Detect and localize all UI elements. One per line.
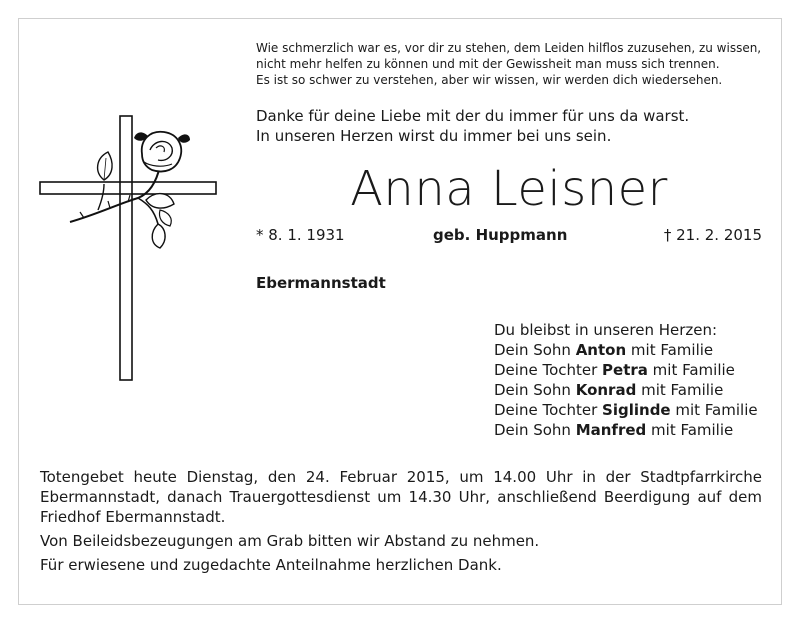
mourner-name: Siglinde [602,401,671,419]
mourner-name: Konrad [575,381,637,399]
thanks-line: Danke für deine Liebe mit der du immer für uns da warst. [256,107,690,125]
cross-with-rose-icon [38,114,218,384]
mourner-name: Petra [602,361,648,379]
mourner-row [494,400,758,420]
gratitude-line: Für erwiesene und zugedachte Anteilnahme herzlichen Dank. [40,556,502,574]
mourners-intro: Du bleibst in unseren Herzen: [494,321,718,339]
mourner-row [494,340,758,360]
poem-line: nicht mehr helfen zu können und mit der Gewissheit man muss sich trennen. [256,57,720,71]
residence-city: Ebermannstadt [256,274,386,292]
mourner-suffix: mit Familie [626,341,714,359]
poem-line: Wie schmerzlich war es, vor dir zu stehen, dem Leiden hilflos zuzusehen, zu wissen, [256,41,762,55]
mourner-row [494,420,758,440]
mourner-name: Manfred [575,421,647,439]
poem-line: Es ist so schwer zu verstehen, aber wir wissen, wir werden dich wiedersehen. [256,73,723,87]
mourner-suffix: mit Familie [670,401,758,419]
service-info: Totengebet heute Dienstag, den 24. Februar 2015, um 14.00 Uhr in der Stadtpfarrkirche Ebermannstadt, danach Trauergottesdienst um 14.30 Uhr, anschließend Beerdigung auf dem Friedhof Ebermannstadt. [40,468,762,526]
condolence-request: Von Beileidsbezeugungen am Grab bitten wir Abstand zu nehmen. [40,532,540,550]
thanks-line: In unseren Herzen wirst du immer bei uns sein. [256,127,612,145]
death-date: † 21. 2. 2015 [663,226,762,244]
deceased-name: Anna Leisner [350,161,668,217]
mourner-relation: Deine Tochter [494,361,603,379]
poem [256,40,776,88]
mourners-list [494,320,758,440]
mourner-suffix: mit Familie [636,381,724,399]
thanks-text [256,106,689,146]
mourner-relation: Deine Tochter [494,401,603,419]
mourner-relation: Dein Sohn [494,341,576,359]
mourner-suffix: mit Familie [646,421,734,439]
funeral-notice [40,467,762,575]
maiden-name: geb. Huppmann [433,226,568,244]
mourner-suffix: mit Familie [647,361,735,379]
mourner-row [494,380,758,400]
mourner-name: Anton [575,341,627,359]
mourner-relation: Dein Sohn [494,421,576,439]
birth-date: * 8. 1. 1931 [256,226,345,244]
mourner-row [494,360,758,380]
mourner-relation: Dein Sohn [494,381,576,399]
